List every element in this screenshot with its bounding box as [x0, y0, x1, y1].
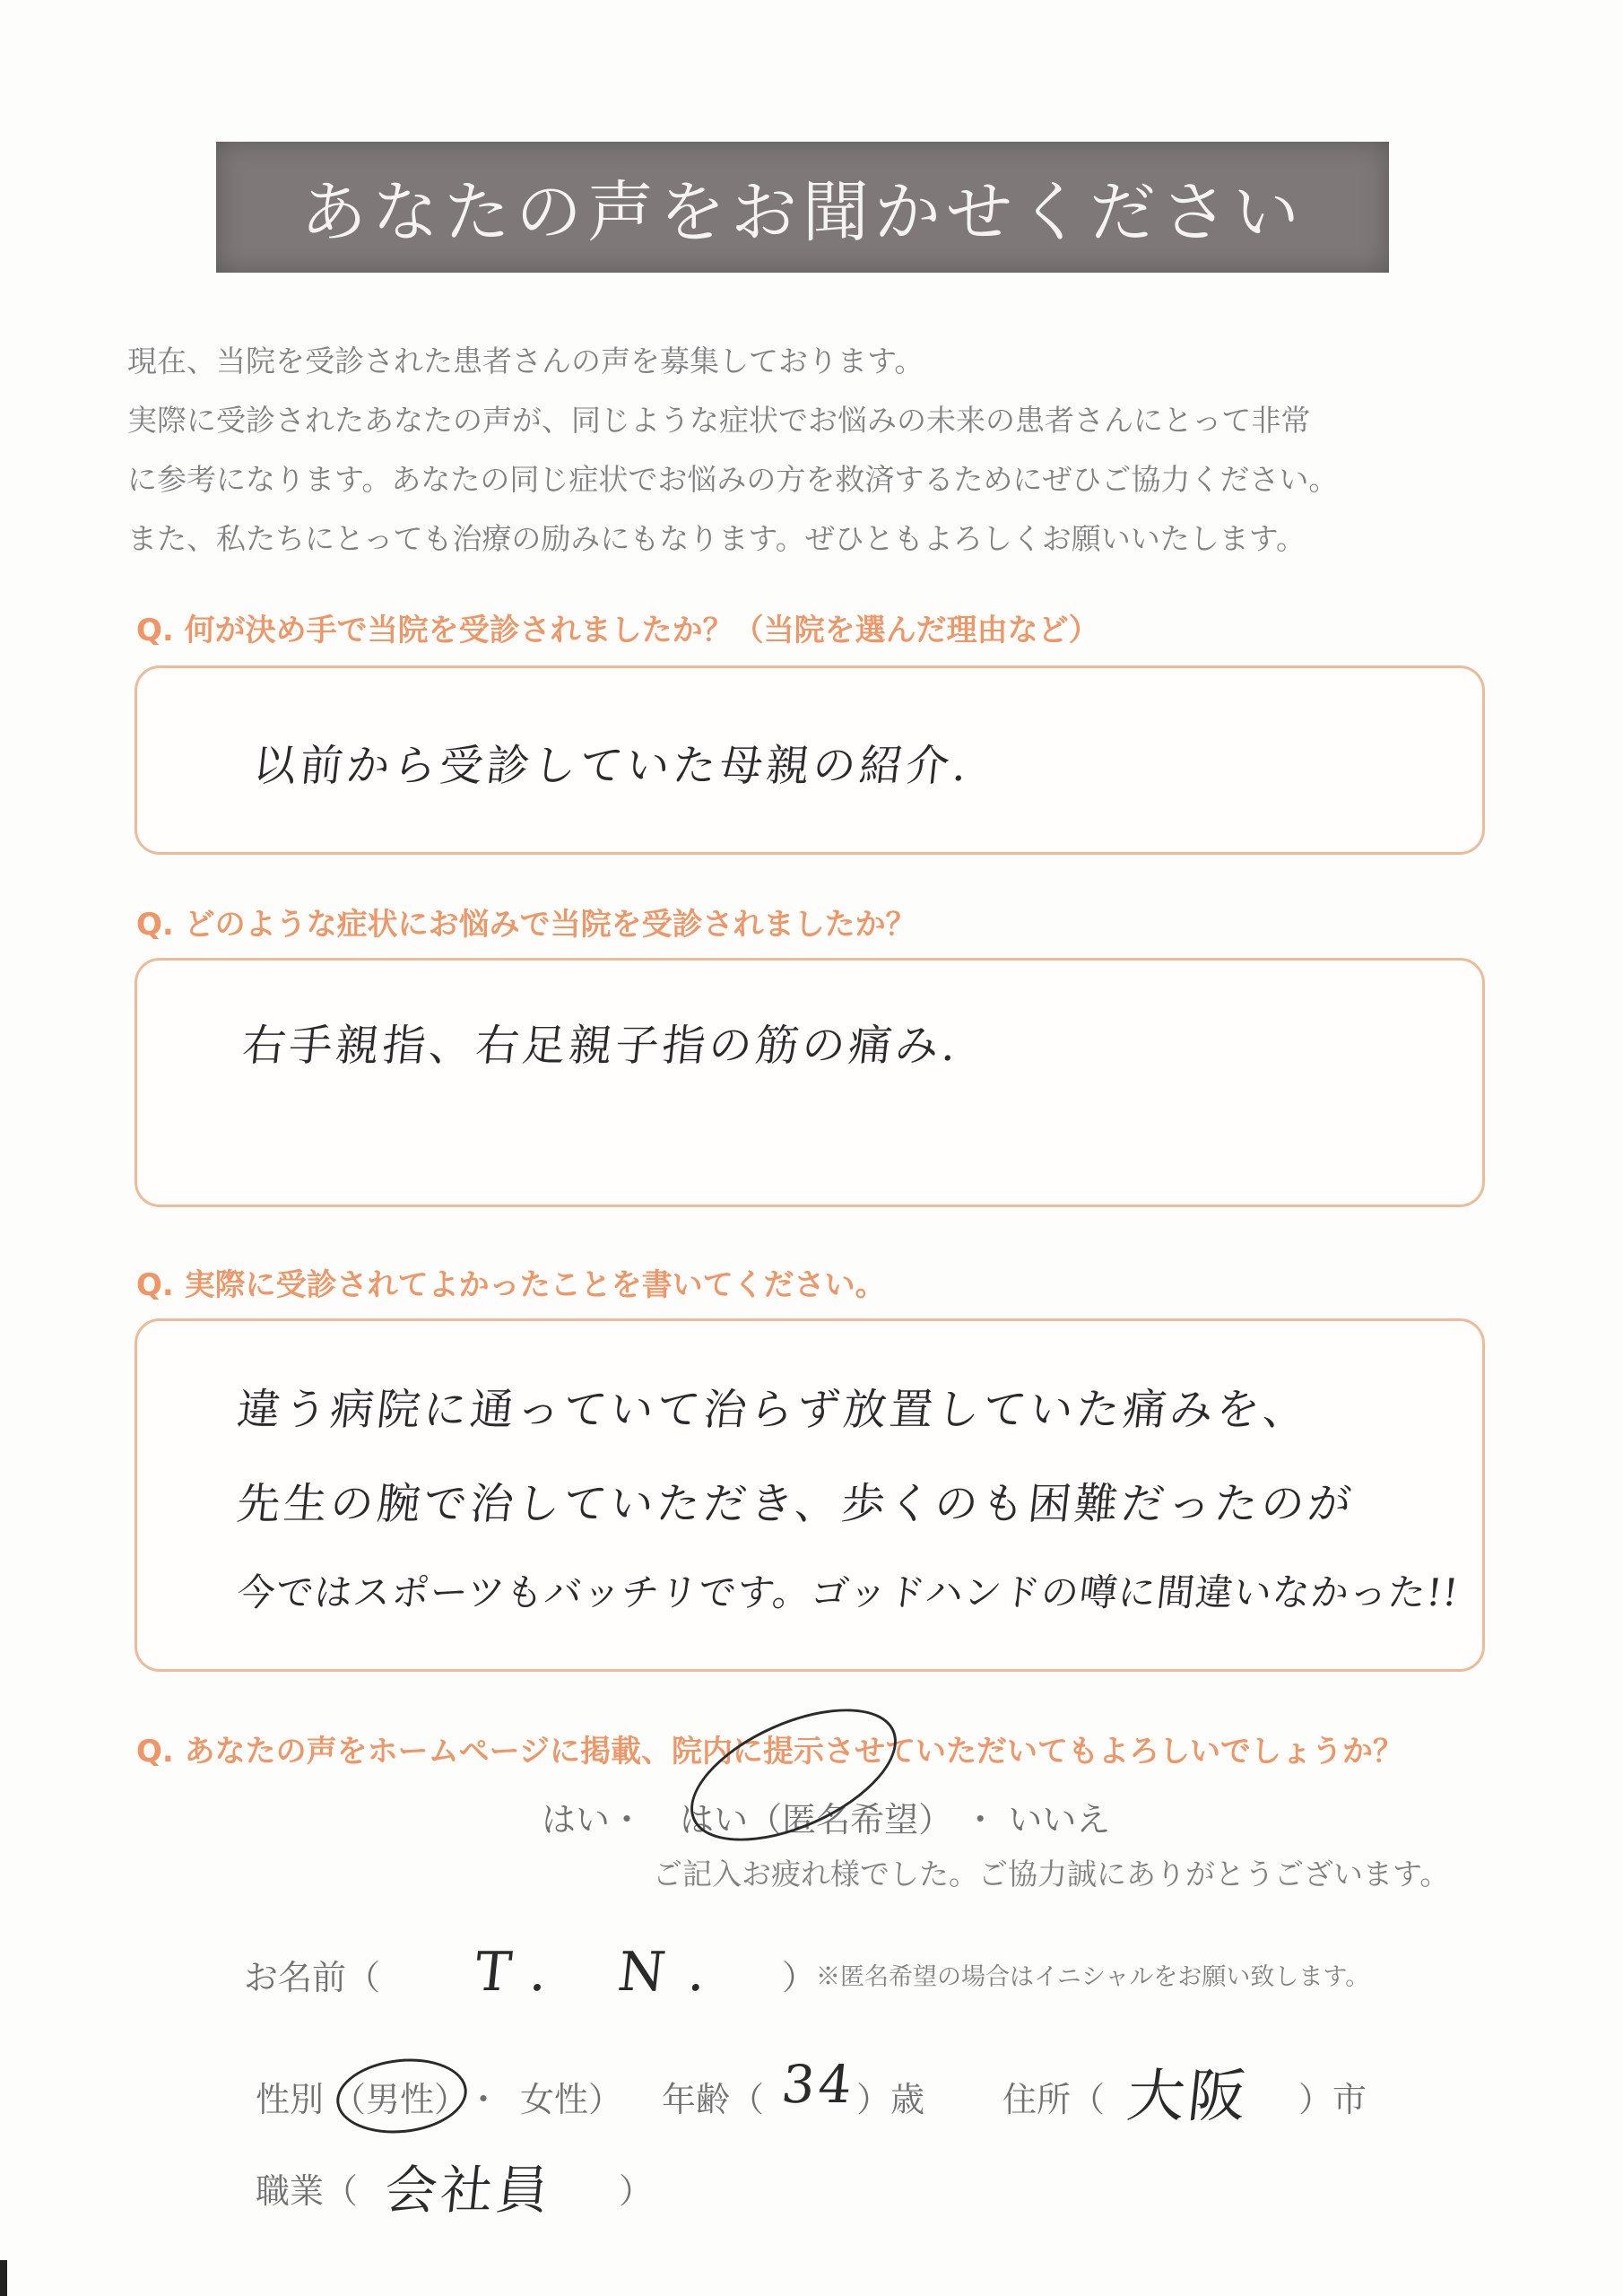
handwritten-answer-line: 違う病院に通っていて治らず放置していた痛みを、 [234, 1385, 1313, 1435]
option-separator: ・ [963, 1800, 998, 1839]
gender-male[interactable]: （男性） [332, 2080, 469, 2119]
address-label: 住所（ [1002, 2080, 1106, 2119]
handwritten-answer-line: 今ではスポーツもバッチリです。ゴッドハンドの噂に間違いなかった!! [235, 1570, 1462, 1614]
intro-line: 実際に受診されたあなたの声が、同じような症状でお悩みの未来の患者さんにとって非常 [127, 403, 1311, 438]
handwritten-answer: 右手親指、右足親子指の筋の痛み. [239, 1021, 962, 1071]
age-label: 年齢（ [662, 2080, 765, 2119]
title-banner [216, 142, 1389, 273]
option-yes-anonymous[interactable]: はい（匿名希望） [680, 1800, 953, 1839]
intro-line: また、私たちにとっても治療の励みにもなります。ぜひともよろしくお願いいたします。 [127, 521, 1306, 556]
job-value: 会社員 [381, 2160, 556, 2221]
handwritten-answer-line: 先生の腕で治していただき、歩くのも困難だったのが [234, 1479, 1358, 1529]
option-no[interactable]: いいえ [1008, 1800, 1111, 1839]
answer-box-3[interactable] [135, 1318, 1485, 1672]
age-close: ）歳 [856, 2080, 925, 2119]
name-note: ※匿名希望の場合はイニシャルをお願い致します。 [816, 1963, 1370, 1991]
scan-edge-mark [0, 2260, 7, 2296]
intro-line: に参考になります。あなたの同じ症状でお悩みの方を救済するためにぜひご協力ください。 [127, 462, 1339, 497]
intro-line: 現在、当院を受診された患者さんの声を募集しております。 [127, 344, 924, 378]
question-1: Q. 何が決め手で当院を受診されましたか？（当院を選んだ理由など） [136, 613, 1099, 648]
answer-box-2[interactable] [135, 958, 1485, 1207]
name-value: T. N. [472, 1941, 736, 2004]
job-label: 職業（ [256, 2171, 359, 2211]
question-2: Q. どのような症状にお悩みで当院を受診されましたか？ [136, 907, 916, 943]
age-value: 34 [778, 2054, 859, 2115]
job-close: ） [619, 2171, 654, 2211]
gender-label: 性別 [256, 2080, 325, 2119]
gender-female[interactable]: 女性） [520, 2080, 623, 2119]
answer-box-1[interactable] [135, 665, 1485, 855]
gender-separator: ・ [466, 2080, 501, 2119]
intro-text [127, 332, 1526, 569]
address-close: ）市 [1298, 2080, 1367, 2119]
name-label: お名前（ [244, 1958, 381, 1997]
gender-circle-mark [333, 2053, 471, 2140]
option-yes[interactable]: はい・ [542, 1800, 645, 1839]
handwritten-answer: 以前から受診していた母親の紹介. [250, 741, 973, 791]
thanks-text: ご記入お疲れ様でした。ご協力誠にありがとうございます。 [653, 1857, 1450, 1892]
question-3: Q. 実際に受診されてよかったことを書いてください。 [136, 1267, 886, 1303]
question-4: Q. あなたの声をホームページに掲載、院内に提示させていただいてもよろしいでしょうか？ [136, 1734, 1403, 1770]
name-close: ） [782, 1958, 817, 1997]
page-title: あなたの声をお聞かせください [300, 174, 1305, 251]
address-value: 大阪 [1124, 2064, 1254, 2130]
